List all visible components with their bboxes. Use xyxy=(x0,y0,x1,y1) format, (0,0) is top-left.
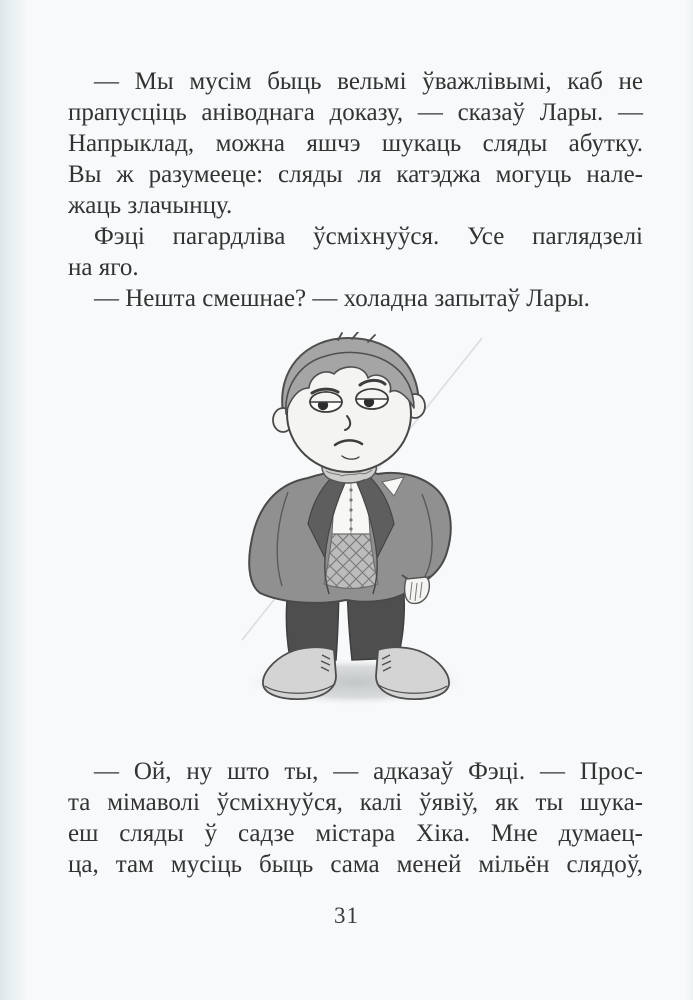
right-hand xyxy=(404,577,429,603)
left-boot xyxy=(262,647,335,699)
argyle-vest xyxy=(324,534,378,589)
paragraphs-above-illustration xyxy=(68,66,643,314)
paragraphs-below-illustration xyxy=(68,756,643,880)
page-gutter-shadow xyxy=(0,0,28,1000)
boy-illustration xyxy=(226,332,486,712)
text-line: Вы ж разумееце: сляды ля катэджа могуць нале- xyxy=(68,161,643,188)
text-line: еш сляды ў садзе містара Хіка. Мне думаец- xyxy=(68,820,643,847)
text-line: жаць злачынцу. xyxy=(68,192,233,219)
text-line: прапусціць аніводнага доказу, — сказаў Лары. — xyxy=(68,99,643,126)
text-block xyxy=(68,66,643,880)
boy-illustration-svg xyxy=(226,332,486,712)
paragraph xyxy=(68,221,643,283)
text-line: та мімаволі ўсміхнуўся, калі ўявіў, як ты шука- xyxy=(68,789,643,816)
right-boot xyxy=(376,647,449,699)
text-line: ца, там мусіць быць сама меней мільён слядоў, xyxy=(68,851,643,878)
paragraph xyxy=(68,283,643,314)
paragraph xyxy=(68,756,643,880)
page-right-edge-shadow xyxy=(685,0,693,1000)
text-line: — Нешта смешнае? — холадна запытаў Лары. xyxy=(94,285,590,312)
text-line: Фэці пагардліва ўсміхнуўся. Усе паглядзелі xyxy=(94,223,643,250)
text-line: на яго. xyxy=(68,254,139,281)
text-line: Напрыклад, можна яшчэ шукаць сляды абутку. xyxy=(68,130,643,157)
text-line: — Мы мусім быць вельмі ўважлівымі, каб не xyxy=(94,68,643,95)
paragraph xyxy=(68,66,643,221)
text-line: — Ой, ну што ты, — адказаў Фэці. — Прос- xyxy=(94,758,643,785)
page-number: 31 xyxy=(334,903,359,928)
